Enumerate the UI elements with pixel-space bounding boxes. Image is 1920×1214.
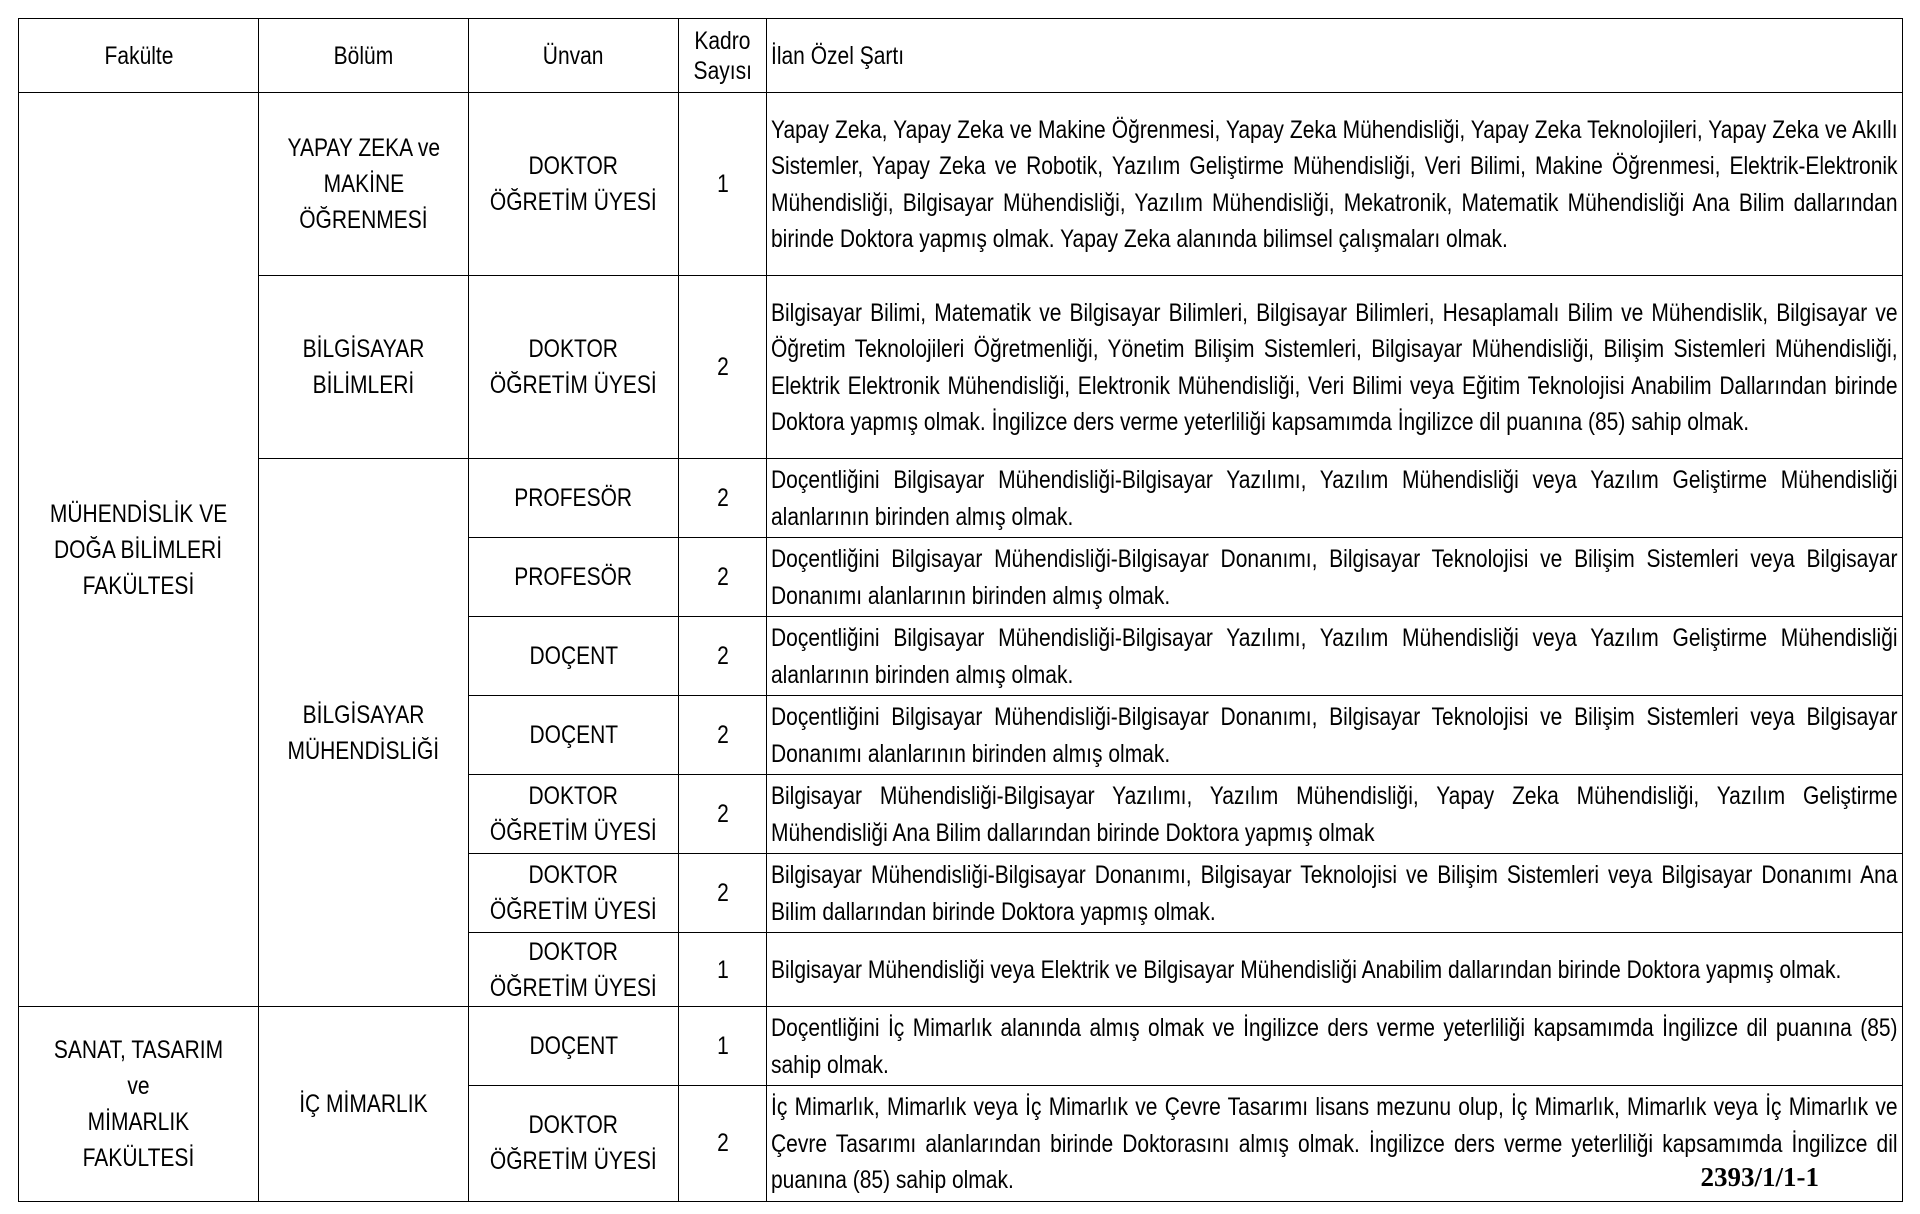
page-reference-number: 2393/1/1-1 [1700, 1162, 1819, 1192]
condition-cell: Bilgisayar Bilimi, Matematik ve Bilgisayar Bilimleri, Bilgisayar Bilimleri, Hesaplamalı Bilim ve Mühendislik, Bilgisayar ve Öğretim Teknolojileri Öğretmenliği, Yönetim Bilişim Sistemleri, Bilgisayar Mühendisliği, Bilişim Sistemleri Mühendisliği, Elektrik Elektronik Mühendisliği, Elektronik Mühendisliği, Veri Bilimi veya Eğitim Teknolojisi Anabilim Dallarından birinde Doktora yapmış olmak. İngilizce ders verme yeterliliği kapsamımda İngilizce dil puanına (85) sahip olmak. [767, 276, 1903, 459]
header-condition: İlan Özel Şartı [767, 19, 1903, 93]
title-cell: DOÇENT [469, 1007, 679, 1086]
header-title: Ünvan [469, 19, 679, 93]
table-row [19, 1007, 1903, 1086]
count-cell: 2 [679, 459, 767, 538]
count-cell: 2 [679, 696, 767, 775]
title-cell: DOKTOR ÖĞRETİM ÜYESİ [469, 276, 679, 459]
condition-cell: Doçentliğini Bilgisayar Mühendisliği-Bilgisayar Yazılımı, Yazılım Mühendisliği veya Yazılım Geliştirme Mühendisliği alanlarının birinden almış olmak. [767, 617, 1903, 696]
title-cell: DOKTOR ÖĞRETİM ÜYESİ [469, 93, 679, 276]
condition-cell: Bilgisayar Mühendisliği-Bilgisayar Donanımı, Bilgisayar Teknolojisi ve Bilişim Sistemleri veya Bilgisayar Donanımı Ana Bilim dallarından birinde Doktora yapmış olmak. [767, 854, 1903, 933]
count-cell: 2 [679, 617, 767, 696]
faculty-cell: SANAT, TASARIM ve MİMARLIK FAKÜLTESİ [19, 1007, 259, 1202]
condition-cell: Doçentliğini Bilgisayar Mühendisliği-Bilgisayar Donanımı, Bilgisayar Teknolojisi ve Bilişim Sistemleri veya Bilgisayar Donanımı alanlarının birinden almış olmak. [767, 696, 1903, 775]
title-cell: DOÇENT [469, 696, 679, 775]
title-cell: DOKTOR ÖĞRETİM ÜYESİ [469, 775, 679, 854]
condition-cell: Yapay Zeka, Yapay Zeka ve Makine Öğrenmesi, Yapay Zeka Mühendisliği, Yapay Zeka Teknolojileri, Yapay Zeka ve Akıllı Sistemler, Yapay Zeka ve Robotik, Yazılım Geliştirme Mühendisliği, Veri Bilimi, Makine Öğrenmesi, Elektrik-Elektronik Mühendisliği, Bilgisayar Mühendisliği, Yazılım Mühendisliği, Mekatronik, Matematik Mühendisliği Ana Bilim dallarından birinde Doktora yapmış olmak. Yapay Zeka alanında bilimsel çalışmaları olmak. [767, 93, 1903, 276]
condition-cell: Doçentliğini İç Mimarlık alanında almış olmak ve İngilizce ders verme yeterliliği kapsamımda İngilizce dil puanına (85) sahip olmak. [767, 1007, 1903, 1086]
count-cell: 1 [679, 1007, 767, 1086]
count-cell: 1 [679, 93, 767, 276]
count-cell: 2 [679, 1086, 767, 1202]
title-cell: PROFESÖR [469, 538, 679, 617]
count-cell: 2 [679, 276, 767, 459]
table-row [19, 93, 1903, 276]
title-cell: DOKTOR ÖĞRETİM ÜYESİ [469, 933, 679, 1007]
department-cell: BİLGİSAYAR BİLİMLERİ [259, 276, 469, 459]
announcement-table [18, 18, 1903, 1202]
title-cell: DOÇENT [469, 617, 679, 696]
condition-cell: Bilgisayar Mühendisliği-Bilgisayar Yazılımı, Yazılım Mühendisliği, Yapay Zeka Mühendisliği, Yazılım Geliştirme Mühendisliği Ana Bilim dallarından birinde Doktora yapmış olmak [767, 775, 1903, 854]
title-cell: DOKTOR ÖĞRETİM ÜYESİ [469, 854, 679, 933]
header-count: Kadro Sayısı [679, 19, 767, 93]
header-department: Bölüm [259, 19, 469, 93]
condition-cell: Doçentliğini Bilgisayar Mühendisliği-Bilgisayar Yazılımı, Yazılım Mühendisliği veya Yazılım Geliştirme Mühendisliği alanlarının birinden almış olmak. [767, 459, 1903, 538]
department-cell: İÇ MİMARLIK [259, 1007, 469, 1202]
header-row [19, 19, 1903, 93]
department-cell: YAPAY ZEKA ve MAKİNE ÖĞRENMESİ [259, 93, 469, 276]
count-cell: 2 [679, 538, 767, 617]
count-cell: 2 [679, 775, 767, 854]
title-cell: PROFESÖR [469, 459, 679, 538]
table-row [19, 276, 1903, 459]
header-faculty: Fakülte [19, 19, 259, 93]
condition-cell: Bilgisayar Mühendisliği veya Elektrik ve Bilgisayar Mühendisliği Anabilim dallarından birinde Doktora yapmış olmak. [767, 933, 1903, 1007]
condition-cell: Doçentliğini Bilgisayar Mühendisliği-Bilgisayar Donanımı, Bilgisayar Teknolojisi ve Bilişim Sistemleri veya Bilgisayar Donanımı alanlarının birinden almış olmak. [767, 538, 1903, 617]
count-cell: 2 [679, 854, 767, 933]
title-cell: DOKTOR ÖĞRETİM ÜYESİ [469, 1086, 679, 1202]
table-row [19, 459, 1903, 538]
condition-cell: İç Mimarlık, Mimarlık veya İç Mimarlık ve Çevre Tasarımı lisans mezunu olup, İç Mimarlık, Mimarlık veya İç Mimarlık ve Çevre Tasarımı alanlarından birinde Doktorasını almış olmak. İngilizce ders verme yeterliliği kapsamımda İngilizce dil puanına (85) sahip olmak. [767, 1086, 1903, 1202]
department-cell: BİLGİSAYAR MÜHENDİSLİĞİ [259, 459, 469, 1007]
count-cell: 1 [679, 933, 767, 1007]
faculty-cell: MÜHENDİSLİK VE DOĞA BİLİMLERİ FAKÜLTESİ [19, 93, 259, 1007]
